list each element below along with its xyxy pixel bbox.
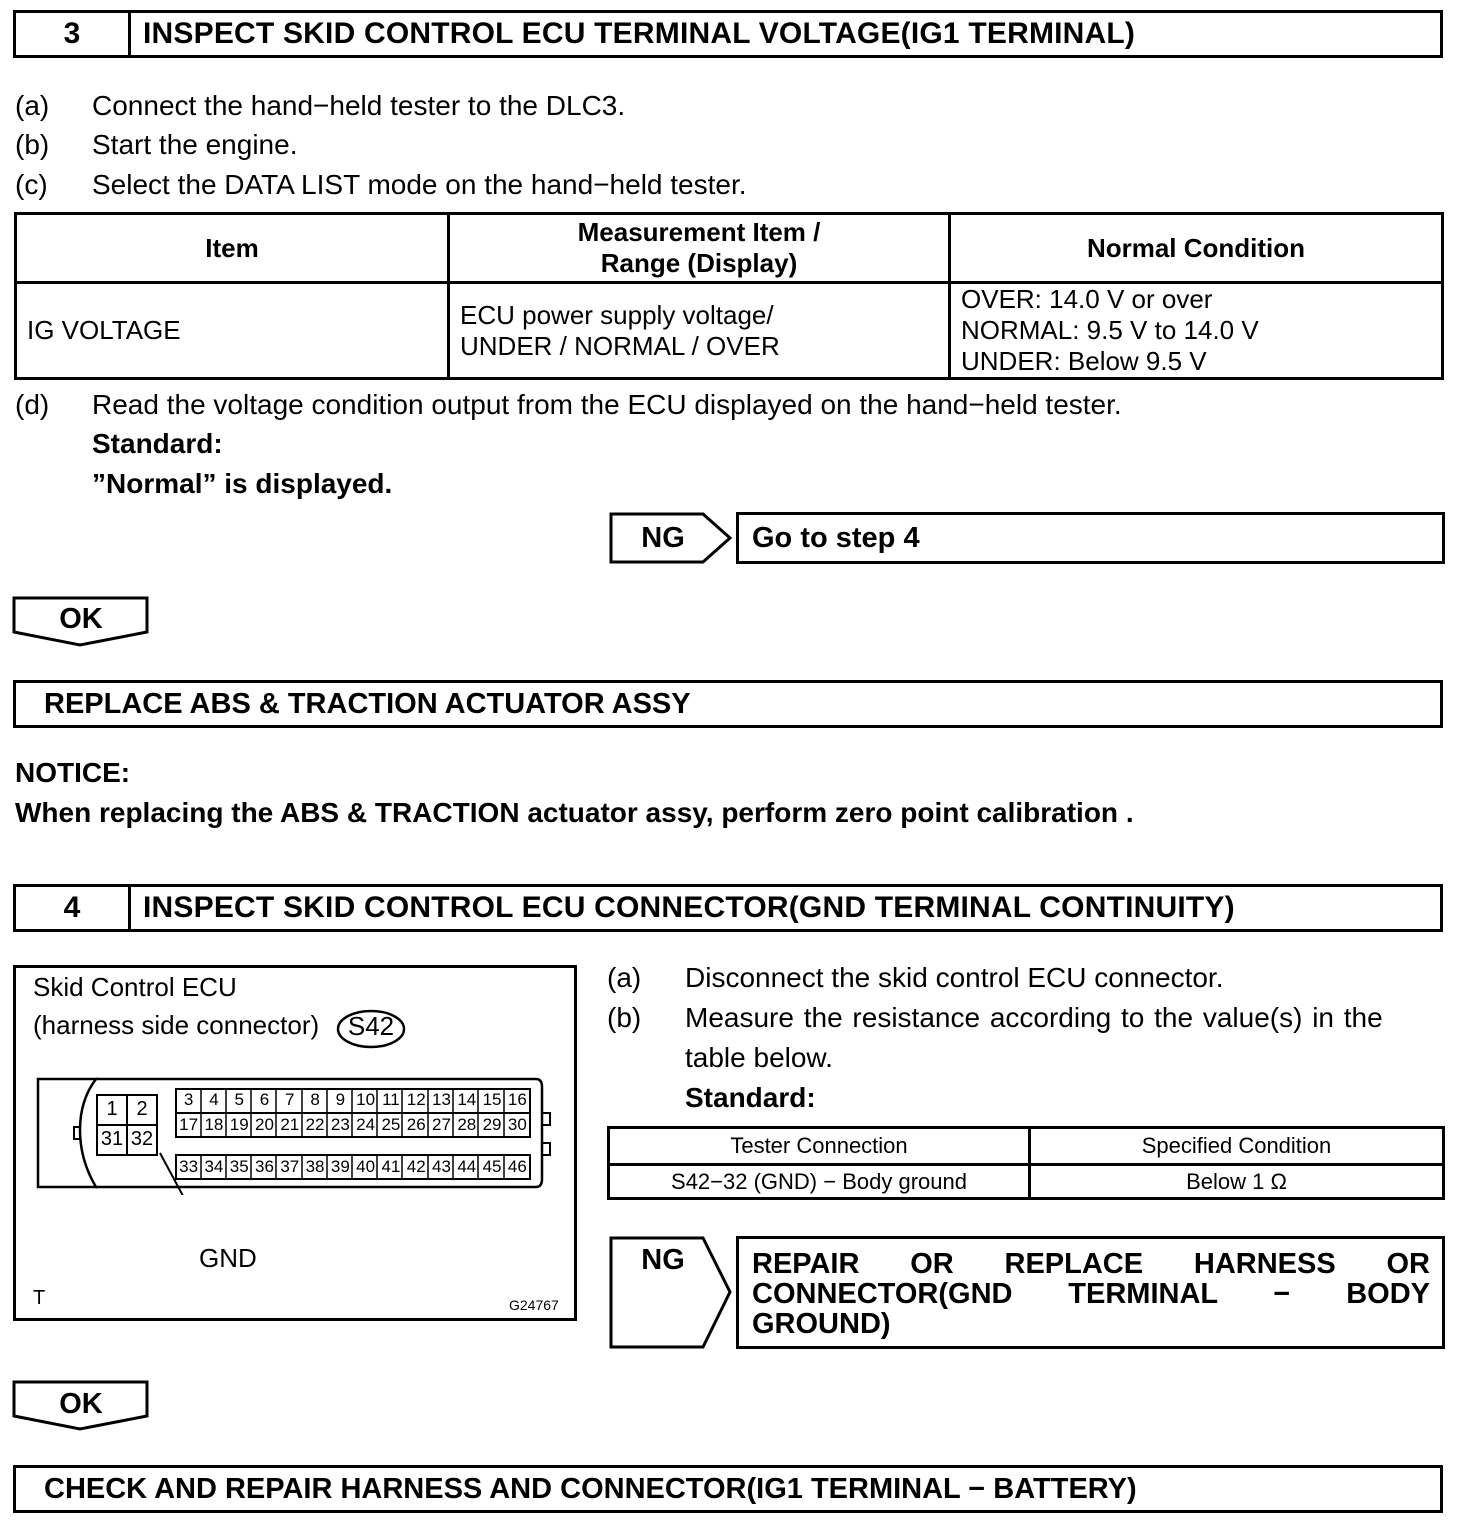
step4-standard-table	[607, 1126, 1445, 1200]
instruction-text: Select the DATA LIST mode on the hand−held tester.	[92, 169, 747, 200]
instruction-text: Read the voltage condition output from the ECU displayed on the hand−held tester.	[92, 389, 1122, 420]
pin-label: 31	[100, 1128, 124, 1150]
pin-label: 41	[381, 1157, 401, 1176]
pin-label: 7	[285, 1090, 295, 1109]
instruction-label: (d)	[15, 389, 50, 420]
step3-instruction-b	[15, 129, 298, 161]
pin-label: 23	[330, 1115, 350, 1134]
pin-label: 10	[356, 1090, 376, 1109]
pin-label: 9	[335, 1090, 346, 1109]
step4-header	[13, 884, 1443, 932]
step4-ng-action[interactable]	[736, 1236, 1445, 1349]
cell-measurement-line1: ECU power supply voltage/	[460, 299, 774, 330]
step3-data-table	[14, 212, 1444, 380]
instruction-text: Measure the resistance according to the value(s) in the	[685, 1002, 1383, 1033]
step3-number: 3	[16, 13, 131, 55]
pin-label: 3	[183, 1090, 194, 1109]
pin-label: 40	[356, 1157, 376, 1176]
header-tester-connection: Tester Connection	[609, 1128, 1030, 1165]
instruction-label: (b)	[15, 129, 50, 160]
step4-instruction-b-cont: table below.	[685, 1042, 833, 1073]
pin-label: 14	[457, 1090, 477, 1109]
pin-label: 36	[255, 1157, 274, 1176]
cell-measurement	[449, 283, 950, 379]
pin-label: 17	[179, 1115, 199, 1134]
gnd-label: GND	[199, 1243, 257, 1273]
pin-label: 18	[204, 1115, 224, 1134]
header-measurement-line1: Measurement Item /	[577, 217, 821, 247]
step4-result: CHECK AND REPAIR HARNESS AND CONNECTOR(IG1 TERMINAL − BATTERY)	[13, 1465, 1443, 1513]
pin-label: 43	[432, 1157, 451, 1176]
cell-item: IG VOLTAGE	[16, 283, 449, 379]
pin-label: 4	[209, 1090, 219, 1109]
instruction-label: (c)	[15, 169, 48, 200]
pin-label: 13	[432, 1090, 451, 1109]
pin-label: 46	[507, 1157, 527, 1176]
table-row	[609, 1165, 1444, 1199]
step3-instruction-d	[15, 389, 1122, 421]
pin-label: 27	[432, 1115, 451, 1134]
notice-text: When replacing the ABS & TRACTION actuator assy, perform zero point calibration .	[15, 797, 1134, 828]
pin-label: 8	[310, 1090, 320, 1109]
pin-label: 38	[305, 1157, 325, 1176]
step3-standard-value: ”Normal” is displayed.	[92, 468, 393, 499]
notice-label: NOTICE:	[15, 757, 131, 788]
pin-label: 12	[406, 1090, 426, 1109]
cell-tester-connection: S42−32 (GND) − Body ground	[609, 1165, 1030, 1199]
cell-condition-line2: NORMAL: 9.5 V to 14.0 V	[961, 315, 1259, 345]
pin-label: 25	[381, 1115, 401, 1134]
instruction-label: (a)	[15, 90, 50, 121]
figure-title-line1: Skid Control ECU	[33, 972, 237, 1002]
step3-standard-label: Standard:	[92, 428, 223, 459]
instruction-text: Connect the hand−held tester to the DLC3.	[92, 90, 626, 121]
pin-label: 19	[229, 1115, 249, 1134]
step4-ng-label: NG	[641, 1244, 685, 1276]
cell-measurement-line2: UNDER / NORMAL / OVER	[460, 330, 780, 361]
pin-label: 2	[136, 1098, 148, 1120]
pin-label: 5	[234, 1090, 244, 1109]
table-header-row	[16, 214, 1443, 283]
pin-label: 15	[482, 1090, 502, 1109]
step3-title: INSPECT SKID CONTROL ECU TERMINAL VOLTAGE(IG1 TERMINAL)	[143, 17, 1136, 50]
ng-action-line2: CONNECTOR(GND TERMINAL − BODY	[752, 1278, 1430, 1310]
step3-header	[13, 10, 1443, 58]
ng-action-line1: REPAIR OR REPLACE HARNESS OR	[752, 1248, 1430, 1280]
step3-ok-label: OK	[59, 602, 103, 635]
step4-instruction-a	[607, 962, 1224, 994]
pin-label: 20	[255, 1115, 274, 1134]
figure-corner-mark: T	[33, 1287, 46, 1309]
pin-label: 33	[179, 1157, 199, 1176]
step3-ng-label: NG	[641, 521, 685, 554]
header-measurement	[449, 214, 950, 283]
pin-label: 37	[280, 1157, 300, 1176]
pin-label: 32	[130, 1128, 154, 1150]
pin-label: 28	[457, 1115, 477, 1134]
cell-specified-condition: Below 1 Ω	[1030, 1165, 1444, 1199]
pin-label: 21	[280, 1115, 300, 1134]
pin-label: 11	[382, 1090, 400, 1109]
step4-title: INSPECT SKID CONTROL ECU CONNECTOR(GND TERMINAL CONTINUITY)	[143, 891, 1235, 924]
pin-label: 34	[204, 1157, 224, 1176]
pin-label: 24	[356, 1115, 376, 1134]
pin-label: 42	[406, 1157, 426, 1176]
header-specified-condition: Specified Condition	[1030, 1128, 1444, 1165]
pin-label: 45	[482, 1157, 502, 1176]
cell-condition	[950, 283, 1443, 379]
step4-ok-label: OK	[59, 1387, 103, 1420]
pin-label: 35	[229, 1157, 249, 1176]
pin-label: 39	[330, 1157, 350, 1176]
pin-label: 29	[482, 1115, 502, 1134]
pin-label: 16	[507, 1090, 527, 1109]
figure-title-line2: (harness side connector)	[33, 1010, 320, 1040]
header-condition: Normal Condition	[950, 214, 1443, 283]
instruction-text: Start the engine.	[92, 129, 298, 160]
cell-condition-line1: OVER: 14.0 V or over	[961, 284, 1213, 314]
instruction-text: Disconnect the skid control ECU connector.	[685, 962, 1224, 993]
step4-instruction-b	[607, 1002, 1383, 1034]
step3-instruction-c	[15, 169, 747, 201]
cell-condition-line3: UNDER: Below 9.5 V	[961, 346, 1207, 376]
figure-id: G24767	[509, 1297, 559, 1313]
pin-label: 6	[259, 1090, 270, 1109]
instruction-label: (b)	[607, 1002, 642, 1033]
step3-ng-action[interactable]: Go to step 4	[736, 512, 1445, 564]
step3-result: REPLACE ABS & TRACTION ACTUATOR ASSY	[13, 680, 1443, 728]
pin-label: 26	[406, 1115, 426, 1134]
step3-instruction-a	[15, 90, 626, 122]
step4-standard-label: Standard:	[685, 1082, 816, 1113]
connector-code: S42	[347, 1011, 395, 1041]
instruction-label: (a)	[607, 962, 642, 993]
header-item: Item	[16, 214, 449, 283]
table-header-row	[609, 1128, 1444, 1165]
pin-label: 1	[106, 1098, 118, 1120]
pin-label: 22	[305, 1115, 325, 1134]
table-row	[16, 283, 1443, 379]
pin-label: 44	[457, 1157, 477, 1176]
header-measurement-line2: Range (Display)	[600, 248, 798, 278]
pin-label: 30	[507, 1115, 527, 1134]
ng-action-line3: GROUND)	[752, 1308, 891, 1340]
step4-number: 4	[16, 887, 131, 929]
